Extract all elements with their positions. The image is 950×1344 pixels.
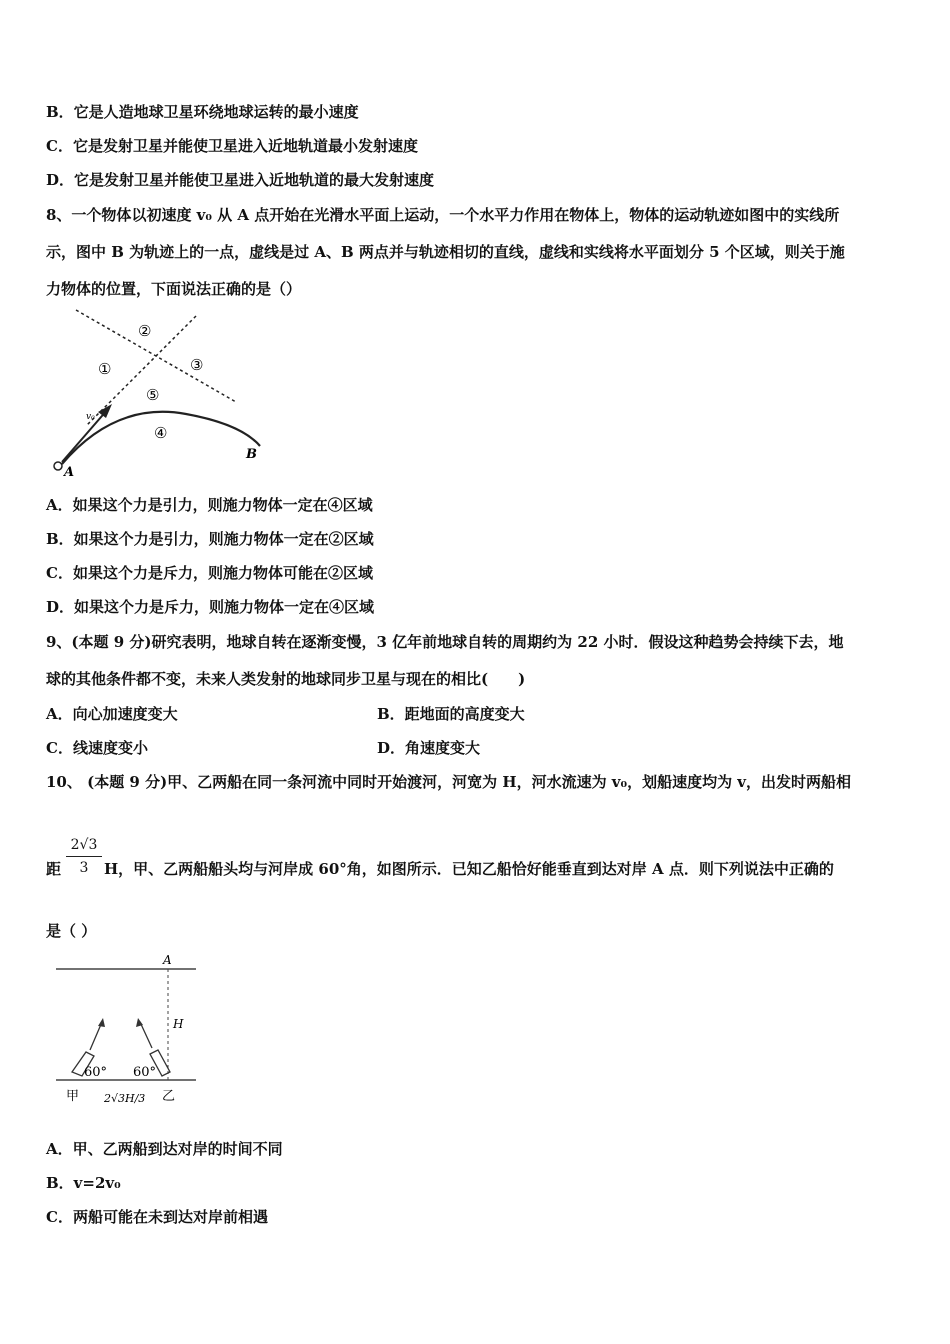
q10-option-a: A．甲、乙两船到达对岸的时间不同 xyxy=(46,1140,283,1158)
q10-stem-line-1: 10、 (本题 9 分)甲、乙两船在同一条河流中同时开始渡河，河宽为 H，河水流速为 v₀，划船速度均为 v，出发时两船相 xyxy=(46,773,852,791)
q9-option-a: A．向心加速度变大 xyxy=(46,705,178,723)
q8-stem-line-2: 示，图中 B 为轨迹上的一点，虚线是过 A、B 两点并与轨迹相切的直线，虚线和实线将水平面划分 5 个区域，则关于施 xyxy=(46,243,845,261)
jia-label: 甲 xyxy=(66,1089,80,1104)
yi-label: 乙 xyxy=(162,1089,176,1104)
region-1-label: ① xyxy=(98,360,112,378)
fraction-denominator: 3 xyxy=(79,860,89,876)
angle-1-label: 60° xyxy=(84,1065,108,1080)
fraction-numerator: 2√3 xyxy=(66,836,102,857)
region-5-label: ⑤ xyxy=(146,386,160,404)
q8-option-a: A．如果这个力是引力，则施力物体一定在④区域 xyxy=(46,496,373,514)
q8-figure xyxy=(46,306,276,481)
q7-option-c: C．它是发射卫星并能使卫星进入近地轨道最小发射速度 xyxy=(46,137,418,155)
q8-option-d: D．如果这个力是斥力，则施力物体一定在④区域 xyxy=(46,598,375,616)
q8-option-b: B．如果这个力是引力，则施力物体一定在②区域 xyxy=(46,530,374,548)
point-a-label: A xyxy=(64,465,75,480)
distance-label: 2√3H/3 xyxy=(104,1092,146,1105)
q10-distance-prefix: 距 xyxy=(46,860,62,878)
region-2-label: ② xyxy=(138,322,152,340)
region-4-label: ④ xyxy=(154,424,168,442)
q7-option-b: B．它是人造地球卫星环绕地球运转的最小速度 xyxy=(46,103,359,121)
region-3-label: ③ xyxy=(190,356,204,374)
boat-jia-arrow-head-icon xyxy=(98,1018,105,1027)
q9-option-b: B．距地面的高度变大 xyxy=(377,705,525,723)
q8-stem-line-1: 8、一个物体以初速度 v₀ 从 A 点开始在光滑水平面上运动，一个水平力作用在物体上，物体的运动轨迹如图中的实线所 xyxy=(46,206,840,224)
boat-yi-arrow xyxy=(140,1022,152,1048)
point-b-label: B xyxy=(246,447,257,462)
start-point xyxy=(54,462,62,470)
q10-option-c: C．两船可能在未到达对岸前相遇 xyxy=(46,1208,268,1226)
q9-stem-line-1: 9、(本题 9 分)研究表明，地球自转在逐渐变慢，3 亿年前地球自转的周期约为 22 小时．假设这种趋势会持续下去，地 xyxy=(46,633,844,651)
q10-stem-line-3: 是（ ） xyxy=(46,922,97,940)
q8-option-c: C．如果这个力是斥力，则施力物体可能在②区域 xyxy=(46,564,373,582)
q10-figure xyxy=(50,950,210,1120)
angle-2-label: 60° xyxy=(133,1065,157,1080)
v0-label: v₀ xyxy=(86,412,95,422)
velocity-arrow xyxy=(62,409,108,462)
q10-option-b: B．v=2v₀ xyxy=(46,1174,121,1192)
q8-stem-line-3: 力物体的位置，下面说法正确的是（） xyxy=(46,280,302,298)
q10-fraction xyxy=(66,836,102,877)
point-a-label: A xyxy=(163,953,172,967)
h-label: H xyxy=(173,1017,184,1031)
q9-option-c: C．线速度变小 xyxy=(46,739,148,757)
q7-option-d: D．它是发射卫星并能使卫星进入近地轨道的最大发射速度 xyxy=(46,171,435,189)
q9-stem-line-2: 球的其他条件都不变，未来人类发射的地球同步卫星与现在的相比( ) xyxy=(46,670,526,688)
q9-option-d: D．角速度变大 xyxy=(377,739,481,757)
q10-stem-line-2: H，甲、乙两船船头均与河岸成 60°角，如图所示．已知乙船恰好能垂直到达对岸 A 点．则下列说法中正确的 xyxy=(104,860,834,878)
